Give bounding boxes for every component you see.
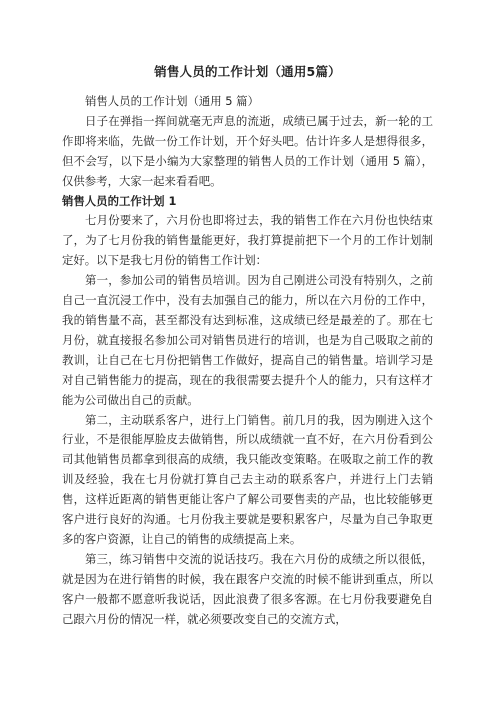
document-body	[62, 92, 433, 629]
paragraph-1: 七月份要来了，六月份也即将过去，我的销售工作在六月份也快结束了，为了七月份我的销售量能更好，我打算提前把下一个月的工作计划制定好。以下是我七月份的销售工作计划：	[62, 213, 433, 268]
section-heading: 销售人员的工作计划 1	[62, 193, 177, 208]
document-subtitle: 销售人员的工作计划（通用 5 篇）	[85, 94, 259, 108]
paragraph-4: 第三，练习销售中交流的说话技巧。我在六月份的成绩之所以很低，就是因为在进行销售的时候，我在跟客户交流的时候不能讲到重点，所以客户一般都不愿意听我说话，因此浪费了很多客源。在七月份我要避免自己跟六月份的情况一样，就必须要改变自己的交流方式，	[62, 551, 433, 626]
intro-paragraph: 日子在弹指一挥间就毫无声息的流逝，成绩已属于过去，新一轮的工作即将来临，先做一份工作计划，开个好头吧。估计许多人是想得很多，但不会写，以下是小编为大家整理的销售人员的工作计划（通用 5 篇），仅供参考，大家一起来看看吧。	[62, 113, 433, 188]
paragraph-2: 第一，参加公司的销售员培训。因为自己刚进公司没有特别久，之前自己一直沉浸工作中，没有去加强自己的能力，所以在六月份的工作中，我的销售量不高，甚至都没有达到标准，这成绩已经是最差的了。那在七月份，就直接报名参加公司对销售员进行的培训，也是为自己吸取之前的教训，让自己在七月份把销售工作做好，提高自己的销售量。培训学习是对自己销售能力的提高，现在的我很需要去提升个人的能力，只有这样才能为公司做出自己的贡献。	[62, 273, 433, 407]
paragraph-3: 第二，主动联系客户，进行上门销售。前几月的我，因为刚进入这个行业，不是很能厚脸皮去做销售，所以成绩就一直不好，在六月份看到公司其他销售员都拿到很高的成绩，我只能改变策略。在吸取之前工作的教训及经验，我在七月份就打算自己去主动的联系客户，并进行上门去销售，这样近距离的销售更能让客户了解公司要售卖的产品，也比较能够更客户进行良好的沟通。七月份我主要就是要积累客户，尽量为自己争取更多的客户资源，让自己的销售的成绩提高上来。	[62, 412, 433, 546]
document-title: 销售人员的工作计划（通用5篇）	[154, 64, 341, 79]
